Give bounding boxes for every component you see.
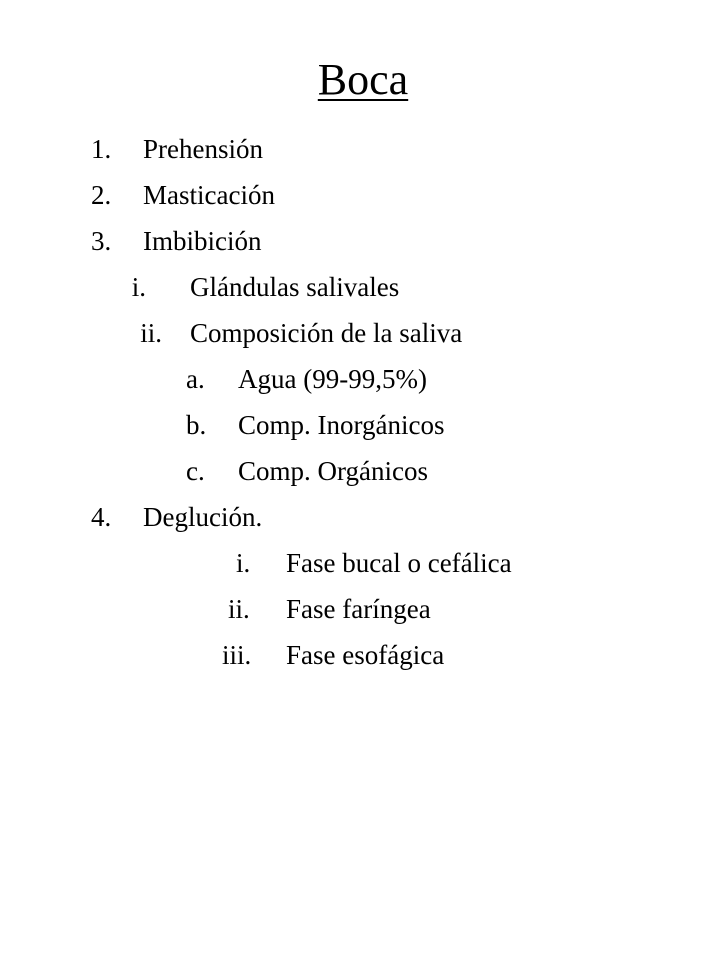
list-item-text: Fase bucal o cefálica bbox=[286, 548, 512, 578]
list-marker: b. bbox=[186, 410, 207, 440]
page-title: Boca bbox=[317, 55, 409, 104]
list-item-deglucion bbox=[0, 494, 720, 540]
list-item-imbibicion bbox=[0, 218, 720, 264]
list-item-text: Prehensión bbox=[143, 134, 263, 164]
list-marker: ii. bbox=[140, 318, 162, 348]
list-item-text: Comp. Inorgánicos bbox=[238, 410, 445, 440]
list-item-prehension bbox=[0, 126, 720, 172]
list-item-text: Comp. Orgánicos bbox=[238, 456, 428, 486]
list-item-fase-esofagica bbox=[0, 632, 720, 678]
list-item-composicion-saliva bbox=[0, 310, 720, 356]
list-item-glandulas-salivales bbox=[0, 264, 720, 310]
list-marker: a. bbox=[186, 364, 205, 394]
list-marker: i. bbox=[236, 548, 251, 578]
list-item-text: Masticación bbox=[143, 180, 275, 210]
list-item-text: Deglución. bbox=[143, 502, 263, 532]
list-item-text: Fase faríngea bbox=[286, 594, 431, 624]
list-item-text: Glándulas salivales bbox=[190, 272, 400, 302]
list-marker: i. bbox=[131, 272, 146, 302]
list-item-comp-organicos bbox=[0, 448, 720, 494]
list-item-fase-faringea bbox=[0, 586, 720, 632]
list-marker: 1. bbox=[91, 134, 112, 164]
list-item-masticacion bbox=[0, 172, 720, 218]
list-item-comp-inorganicos bbox=[0, 402, 720, 448]
list-marker: 4. bbox=[91, 502, 112, 532]
list-marker: 3. bbox=[91, 226, 112, 256]
list-marker: c. bbox=[186, 456, 205, 486]
list-item-text: Imbibición bbox=[143, 226, 262, 256]
list-marker: ii. bbox=[228, 594, 250, 624]
list-item-text: Composición de la saliva bbox=[190, 318, 463, 348]
list-marker: iii. bbox=[222, 640, 252, 670]
list-item-text: Agua (99-99,5%) bbox=[238, 364, 427, 394]
list-item-fase-bucal bbox=[0, 540, 720, 586]
outline-list bbox=[0, 126, 720, 678]
list-item-text: Fase esofágica bbox=[286, 640, 445, 670]
list-marker: 2. bbox=[91, 180, 112, 210]
list-item-agua bbox=[0, 356, 720, 402]
